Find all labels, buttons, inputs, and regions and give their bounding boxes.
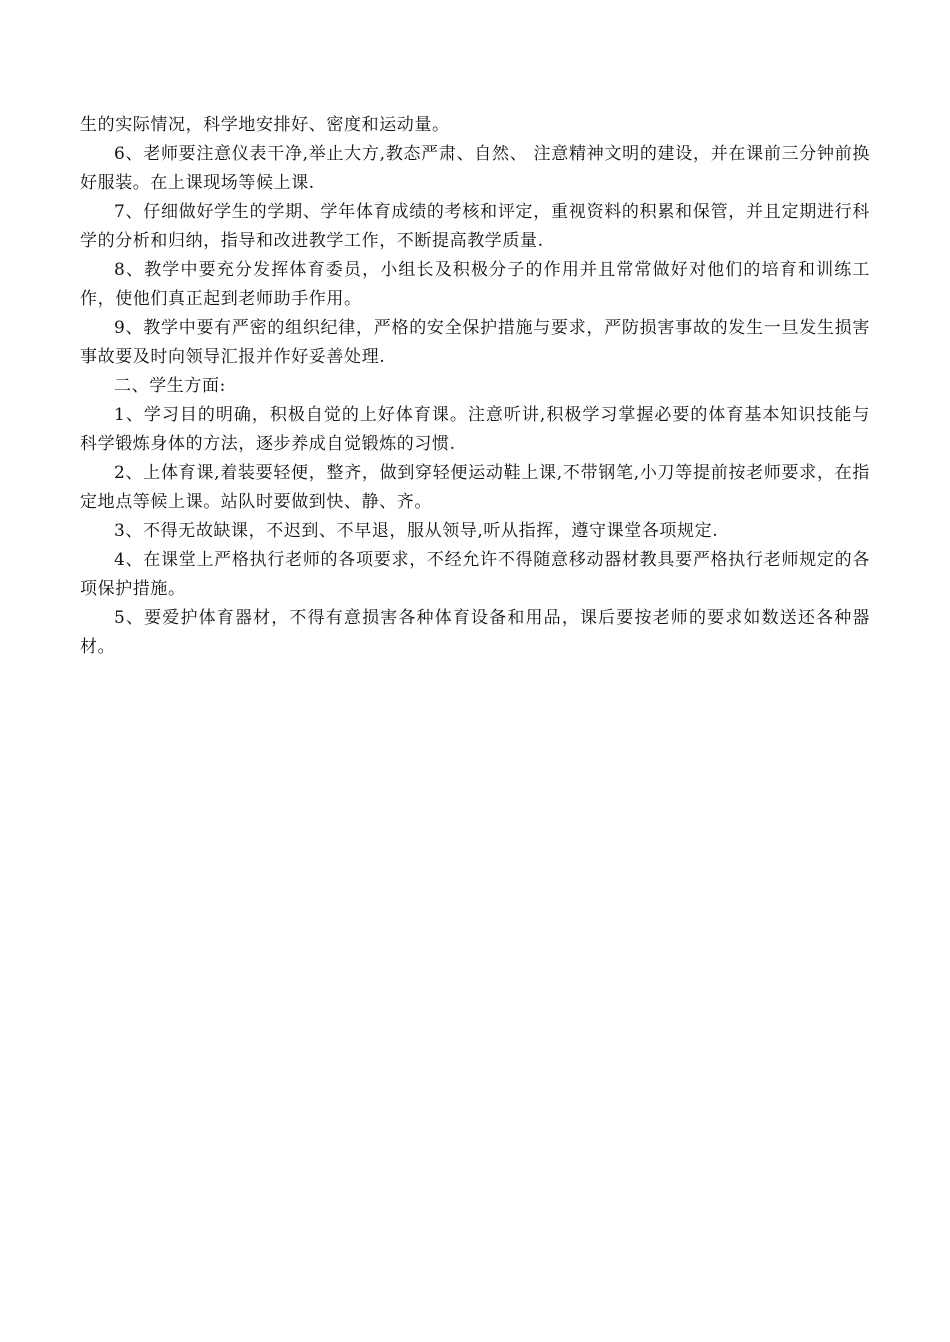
section-heading-students: 二、学生方面:: [114, 376, 226, 396]
paragraph-teacher-item-6: 6、老师要注意仪表干净,举止大方,教态严肃、自然、 注意精神文明的建设，并在课前三分钟前换好服装。在上课现场等候上课.: [80, 144, 870, 193]
document-body: [80, 111, 870, 662]
paragraph-student-item-2: 2、上体育课,着装要轻便，整齐，做到穿轻便运动鞋上课,不带钢笔,小刀等提前按老师要求，在指定地点等候上课。站队时要做到快、静、齐。: [80, 463, 870, 512]
paragraph-student-item-5: 5、要爱护体育器材，不得有意损害各种体育设备和用品，课后要按老师的要求如数送还各种器材。: [80, 608, 870, 657]
paragraph-teacher-item-8: 8、教学中要充分发挥体育委员，小组长及积极分子的作用并且常常做好对他们的培育和训练工作，使他们真正起到老师助手作用。: [80, 260, 870, 309]
paragraph-continuation: 生的实际情况，科学地安排好、密度和运动量。: [80, 115, 450, 135]
paragraph-student-item-3: 3、不得无故缺课，不迟到、不早退，服从领导,听从指挥，遵守课堂各项规定.: [114, 521, 719, 541]
paragraph-student-item-4: 4、在课堂上严格执行老师的各项要求，不经允许不得随意移动器材教具要严格执行老师规定的各项保护措施。: [80, 550, 870, 599]
paragraph-teacher-item-7: 7、仔细做好学生的学期、学年体育成绩的考核和评定，重视资料的积累和保管，并且定期进行科学的分析和归纳，指导和改进教学工作，不断提高教学质量.: [80, 202, 870, 251]
paragraph-student-item-1: 1、学习目的明确，积极自觉的上好体育课。注意听讲,积极学习掌握必要的体育基本知识技能与科学锻炼身体的方法，逐步养成自觉锻炼的习惯.: [80, 405, 870, 454]
paragraph-teacher-item-9: 9、教学中要有严密的组织纪律，严格的安全保护措施与要求，严防损害事故的发生一旦发生损害事故要及时向领导汇报并作好妥善处理.: [80, 318, 870, 367]
